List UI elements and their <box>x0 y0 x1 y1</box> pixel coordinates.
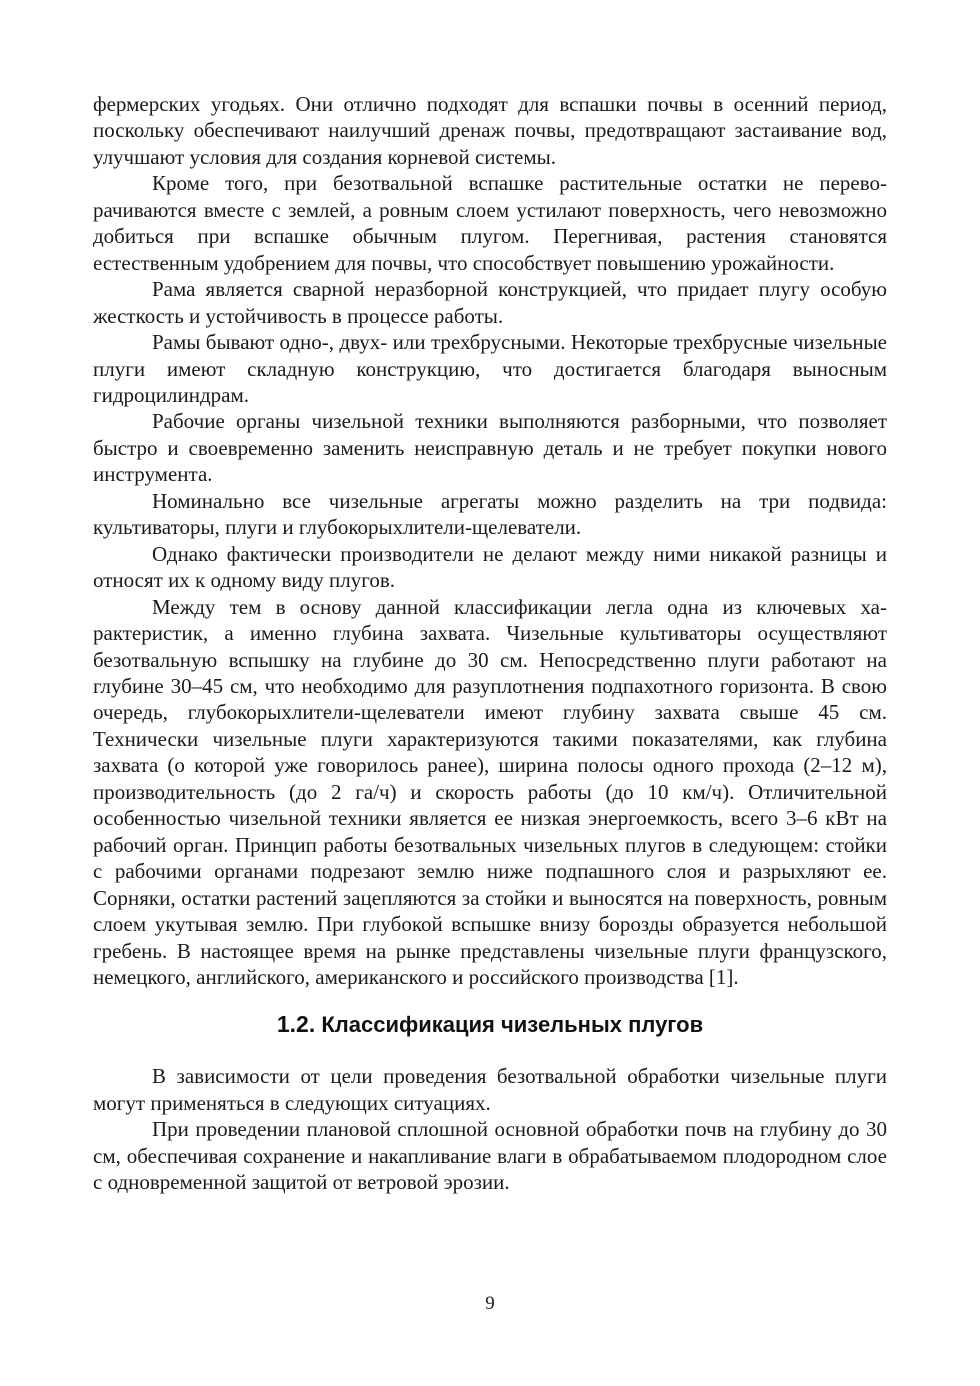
paragraph: Рама является сварной неразборной конструкцией, что придает плугу особую жесткость и устойчивость в процессе работы. <box>93 277 887 328</box>
paragraph: При проведении плановой сплошной основной обработки почв на глубину до 30 см, обеспечивая сохранение и накапливание влаги в обрабатываемом плодородном слое с одновременной защитой от ветровой эрозии. <box>93 1117 887 1195</box>
paragraph: фермерских угодьях. Они отлично подходят для вспашки почвы в осенний период, поскольку обеспечивают наилучший дренаж почвы, предотвращают застаивание вод, улучшают условия для создания корневой системы. <box>93 92 887 169</box>
paragraph: Кроме того, при безотвальной вспашке растительные остатки не переворачиваются вместе с землей, а ровным слоем устилают поверхность, чего невозможно добиться при вспашке обычным плугом. Перегнивая, растения становятся естественным удобрением для почвы, что способствует повышению урожайности. <box>93 171 887 275</box>
paragraph: В зависимости от цели проведения безотвальной обработки чизельные плуги могут применяться в следующих ситуациях. <box>93 1064 887 1115</box>
paragraph: Номинально все чизельные агрегаты можно разделить на три подвида: культиваторы, плуги и глубокорыхлители-щелеватели. <box>93 488 887 540</box>
section-title: Классификация чизельных плугов <box>321 1012 704 1038</box>
page-body <box>93 91 887 1196</box>
paragraph: Между тем в основу данной классификации легла одна из ключевых характеристик, а именно глубина захвата. Чизельные культиваторы осуществляют безотвальную вспышку на глубине до 30 см. Непосредственно плуги работают на глубине 30–45 см, что необходимо для разуплотнения подпахотного горизонта. В свою очередь, глубокорыхлители-щелеватели имеют глубину захвата свыше 45 см. Технически чизельные плуги характеризуются такими показателями, как глубина захвата (о которой уже говорилось ранее), ширина полосы одного прохода (2–12 м), производительность (до 2 га/ч) и скорость работы (до 10 км/ч). Отличительной особенностью чизельной техники является ее низкая энергоемкость, всего 3–6 кВт на рабочий орган. Принцип работы безотвальных чизельных плугов в следующем: стойки с рабочими органами подрезают землю ниже подпашного слоя и разрыхляют ее. Сорняки, остатки растений зацепляются за стойки и выносятся на поверхность, ровным слоем укутывая землю. При глубокой вспышке внизу борозды образуется небольшой гребень. В настоящее время на рынке представлены чизельные плуги французского, немецкого, английского, американского и российского производства [1]. <box>93 594 887 989</box>
page-number: 9 <box>485 1293 495 1314</box>
paragraph: Рамы бывают одно-, двух- или трехбрусными. Некоторые трехбрусные чизельные плуги имеют складную конструкцию, что достигается благодаря выносным гидроцилиндрам. <box>93 330 887 407</box>
section-heading <box>93 1010 887 1039</box>
section-number: 1.2. <box>276 1011 316 1038</box>
paragraph: Однако фактически производители не делают между ними никакой разницы и относят их к одному виду плугов. <box>93 541 887 593</box>
paragraph: Рабочие органы чизельной техники выполняются разборными, что позволяет быстро и своевременно заменить неисправную деталь и не требует покупки нового инструмента. <box>93 409 887 487</box>
